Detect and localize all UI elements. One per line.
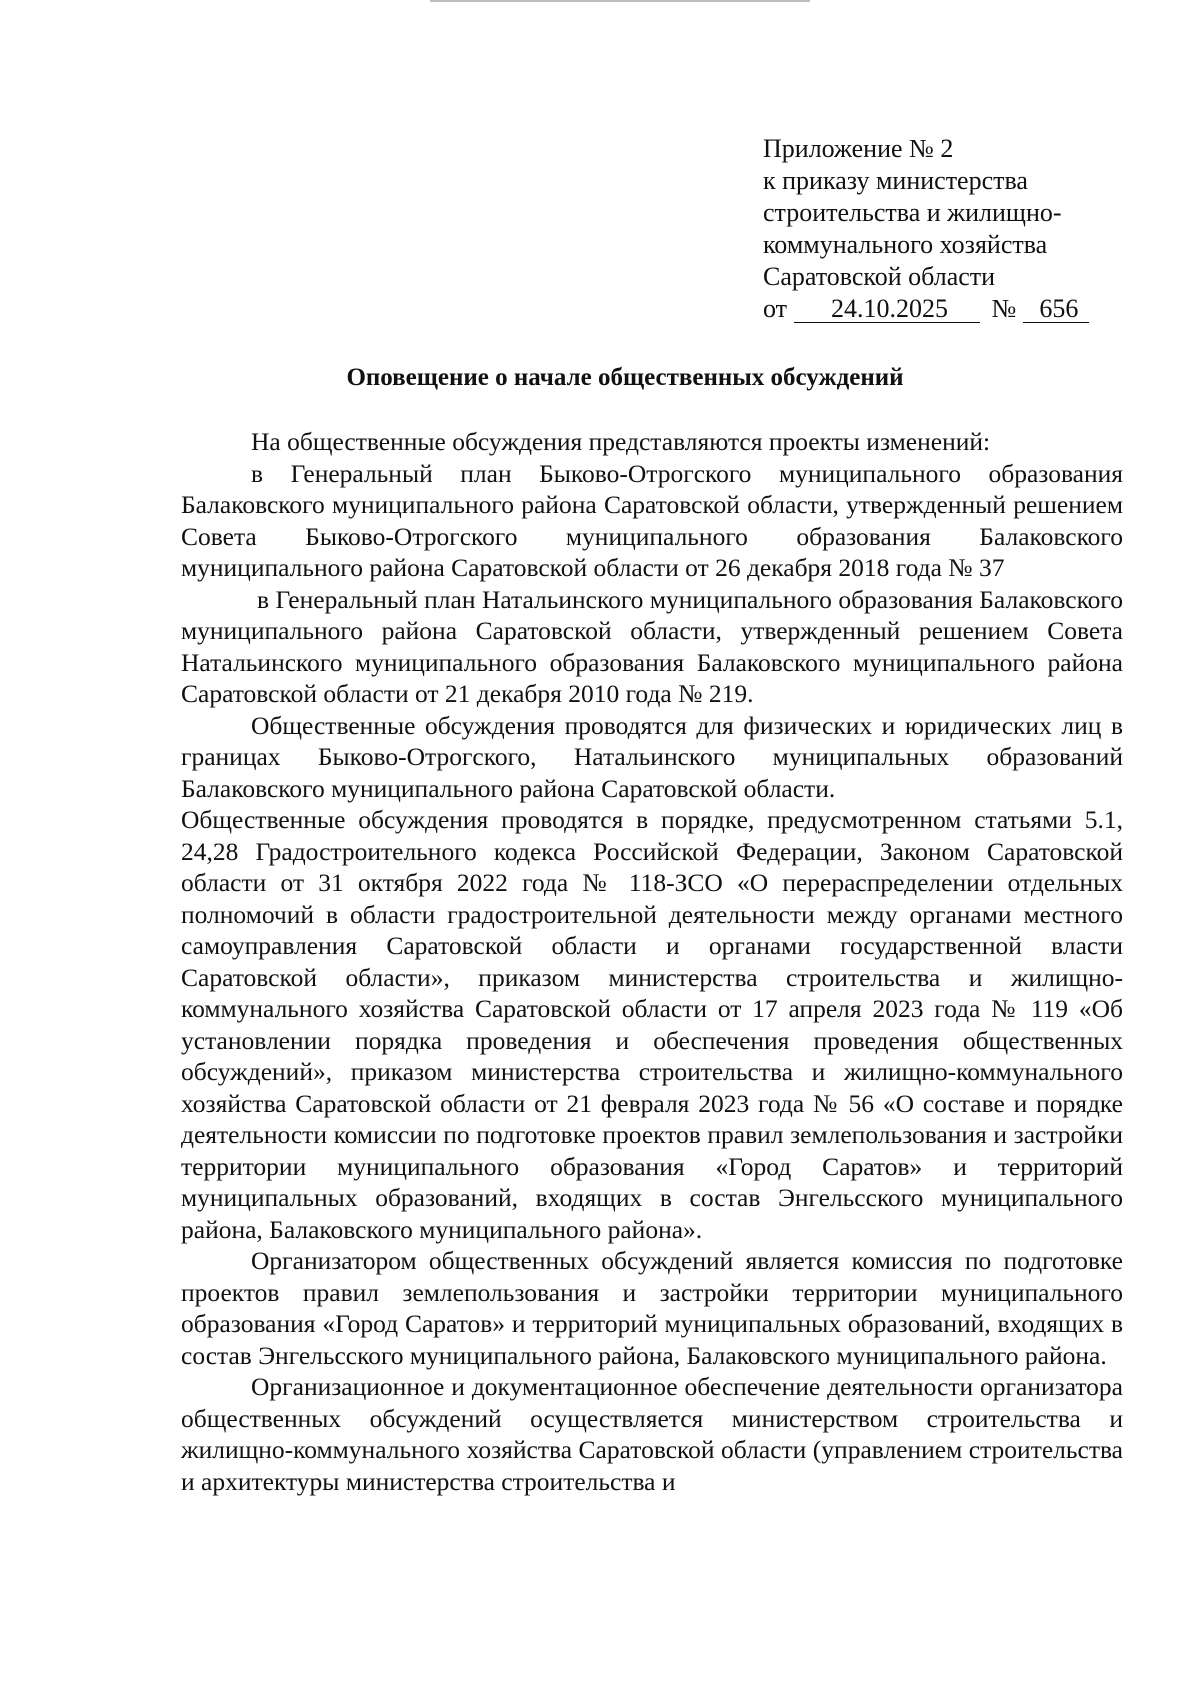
appendix-line-3: строительства и жилищно- (763, 198, 1062, 227)
paragraph-item-1: в Генеральный план Быково-Отрогского муниципального образования Балаковского муниципального района Саратовской области, утвержденный решением Совета Быково-Отрогского муниципального образования Балаковского муниципального района Саратовской области от 26 декабря 2018 года № 37 (181, 458, 1123, 582)
appendix-line-4: коммунального хозяйства (763, 230, 1048, 259)
top-scan-rule (430, 0, 810, 2)
paragraph-6: Организационное и документационное обеспечение деятельности организатора общественных обсуждений осуществляется министерством строительства и жилищно-коммунального хозяйства Саратовской области (управлением строительства и архитектуры министерства строительства и (181, 1372, 1123, 1496)
paragraph-item-2: в Генеральный план Натальинского муниципального образования Балаковского муниципального района Саратовской области, утвержденный решением Совета Натальинского муниципального образования Балаковского муниципального района Саратовской области от 21 декабря 2010 года № 219. (181, 584, 1123, 708)
appendix-line-5: Саратовской области (763, 262, 996, 291)
number-sign: № (991, 294, 1017, 323)
date-prefix: от (763, 294, 788, 323)
paragraph-3: Общественные обсуждения проводятся для физических и юридических лиц в границах Быково-Отрогского, Натальинского муниципальных образований Балаковского муниципального района Саратовской области. (181, 710, 1123, 803)
paragraph-intro: На общественные обсуждения представляются проекты изменений: (251, 427, 991, 456)
appendix-line-1: Приложение № 2 (763, 134, 954, 163)
order-number: 656 (1023, 296, 1089, 323)
appendix-line-2: к приказу министерства (763, 166, 1028, 195)
appendix-header (763, 133, 1163, 325)
document-body (181, 426, 1123, 1497)
paragraph-5: Организатором общественных обсуждений является комиссия по подготовке проектов правил землепользования и застройки территории муниципального образования «Город Саратов» и территорий муниципальных образований, входящих в состав Энгельсского муниципального района, Балаковского муниципального района. (181, 1246, 1123, 1370)
order-date: 24.10.2025 (794, 296, 980, 323)
appendix-date-line (763, 293, 1163, 325)
paragraph-4: Общественные обсуждения проводятся в порядке, предусмотренном статьями 5.1, 24,28 Градостроительного кодекса Российской Федерации, Законом Саратовской области от 31 октября 2022 года № 118-ЗСО «О перераспределении отдельных полномочий в области градостроительной деятельности между органами местного самоуправления Саратовской области и органами государственной власти Саратовской области», приказом министерства строительства и жилищно-коммунального хозяйства Саратовской области от 17 апреля 2023 года № 119 «Об установлении порядка проведения и обеспечения проведения общественных обсуждений», приказом министерства строительства и жилищно-коммунального хозяйства Саратовской области от 21 февраля 2023 года № 56 «О составе и порядке деятельности комиссии по подготовке проектов правил землепользования и застройки территории муниципального образования «Город Саратов» и территорий муниципальных образований, входящих в состав Энгельсского муниципального района, Балаковского муниципального района». (181, 805, 1123, 1244)
document-title: Оповещение о начале общественных обсуждений (346, 364, 904, 391)
